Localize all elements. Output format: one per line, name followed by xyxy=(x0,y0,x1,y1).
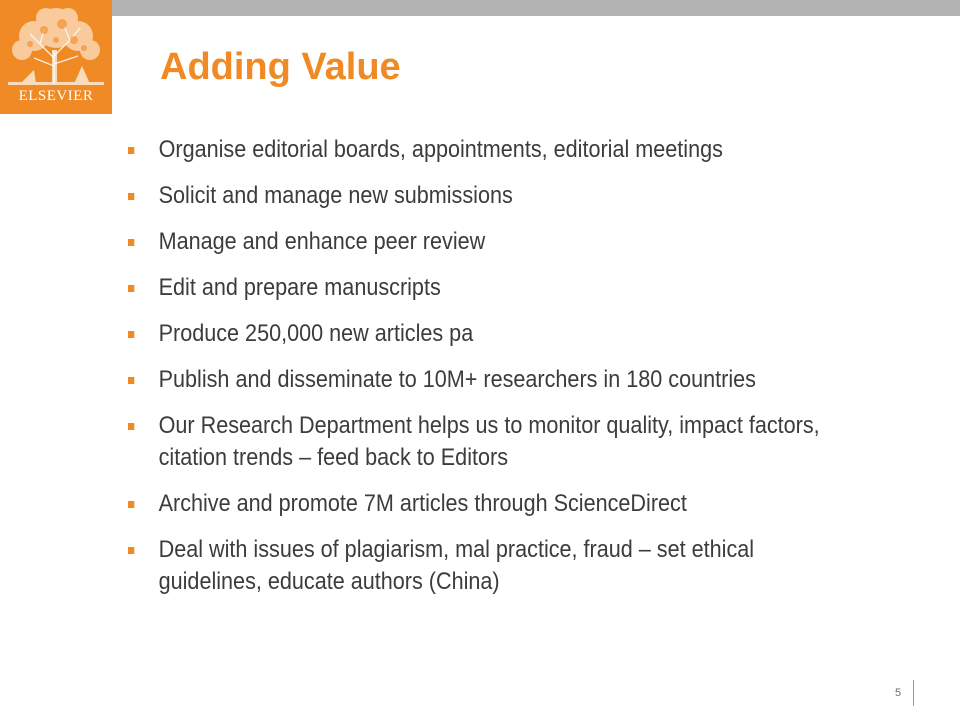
bullet-text: Archive and promote 7M articles through ScienceDirect xyxy=(158,490,687,517)
bullet-square-icon xyxy=(128,147,134,154)
bullet-text: Our Research Department helps us to monitor quality, impact factors, citation trends – feed back to Editors xyxy=(158,412,820,471)
bullet-item xyxy=(128,134,830,166)
bullet-item xyxy=(128,410,830,474)
page-number: 5 xyxy=(894,687,902,699)
bullet-item xyxy=(128,180,830,212)
bullet-text: Solicit and manage new submissions xyxy=(158,182,513,209)
bullet-list xyxy=(128,134,908,612)
bullet-item xyxy=(128,226,830,258)
bullet-text: Deal with issues of plagiarism, mal practice, fraud – set ethical guidelines, educate authors (China) xyxy=(158,536,755,595)
bullet-square-icon xyxy=(128,377,134,384)
header-bar xyxy=(112,0,960,16)
bullet-text: Produce 250,000 new articles pa xyxy=(158,320,474,347)
elsevier-logo xyxy=(0,0,112,114)
bullet-square-icon xyxy=(128,193,134,200)
bullet-text: Organise editorial boards, appointments, editorial meetings xyxy=(158,136,723,163)
footer-divider xyxy=(913,680,914,706)
bullet-text: Publish and disseminate to 10M+ researchers in 180 countries xyxy=(158,366,756,393)
bullet-item xyxy=(128,272,830,304)
bullet-item xyxy=(128,534,830,598)
bullet-square-icon xyxy=(128,547,134,554)
elsevier-tree-logo-icon xyxy=(0,0,112,90)
bullet-item xyxy=(128,364,830,396)
slide-title: Adding Value xyxy=(160,46,401,88)
bullet-square-icon xyxy=(128,239,134,246)
bullet-square-icon xyxy=(128,501,134,508)
bullet-item xyxy=(128,488,830,520)
bullet-text: Edit and prepare manuscripts xyxy=(158,274,441,301)
bullet-square-icon xyxy=(128,331,134,338)
bullet-square-icon xyxy=(128,285,134,292)
logo-wordmark: ELSEVIER xyxy=(18,88,94,104)
bullet-square-icon xyxy=(128,423,134,430)
bullet-item xyxy=(128,318,830,350)
bullet-text: Manage and enhance peer review xyxy=(158,228,486,255)
